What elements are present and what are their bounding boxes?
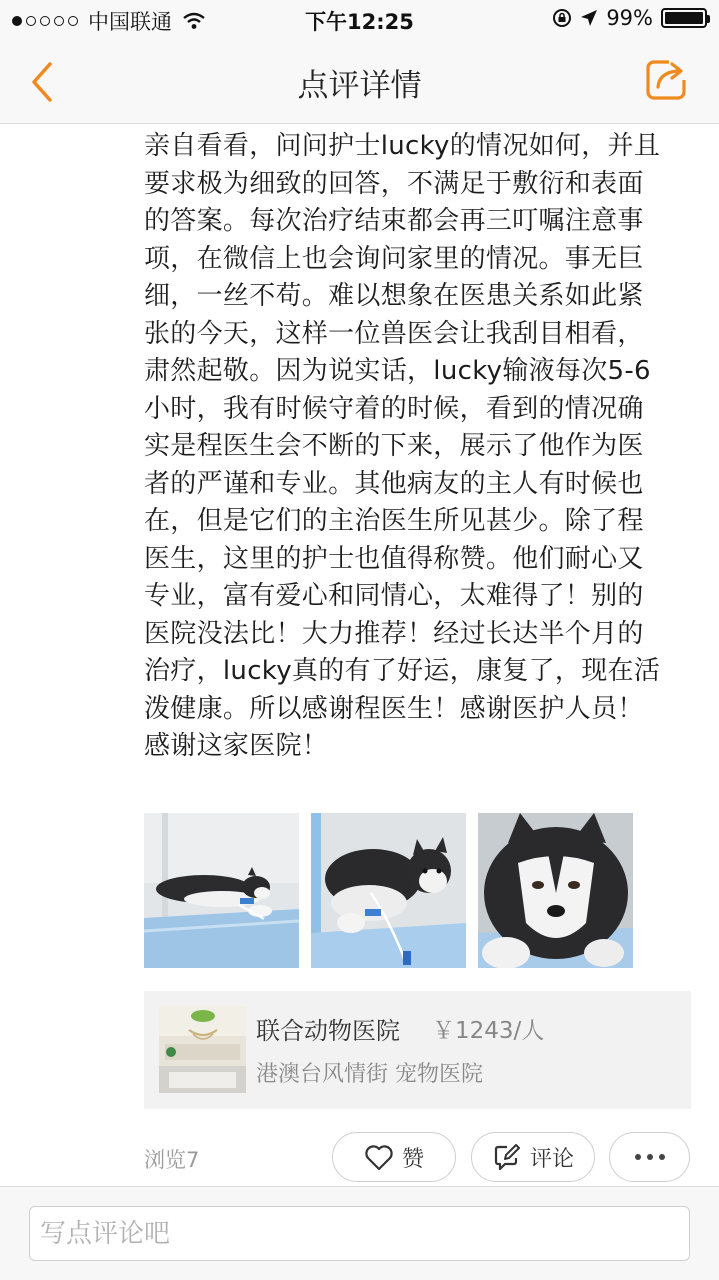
share-button[interactable] [645,56,691,102]
page-title: 点评详情 [297,68,422,104]
shop-name: 联合动物医院 [256,1017,400,1045]
more-button[interactable] [609,1132,690,1182]
review-line: 项，在微信上也会询问家里的情况。事无巨 [144,243,644,274]
comment-input[interactable] [29,1206,690,1261]
battery-icon [661,8,707,28]
carrier-name: 中国联通 [88,10,172,34]
review-line: 小时，我有时候守着的时候，看到的情况确 [144,393,644,424]
view-count: 浏览7 [144,1148,200,1172]
husky-face-closeup-photo[interactable] [478,813,633,968]
shop-thumbnail [159,1006,246,1093]
review-line: 医生，这里的护士也值得称赞。他们耐心又 [144,543,644,574]
edit-comment-icon [492,1142,522,1172]
photo-grid [144,813,633,968]
review-line: 泼健康。所以感谢程医生！感谢医护人员！ [144,693,644,724]
status-time: 下午12:25 [305,10,414,34]
review-text [144,128,684,766]
review-line: 张的今天，这样一位兽医会让我刮目相看， [144,318,644,349]
review-line: 医院没法比！大力推荐！经过长达半个月的 [144,618,644,649]
rotation-lock-icon [552,8,572,28]
location-arrow-icon [580,9,598,27]
heart-icon [364,1143,394,1171]
like-button[interactable] [332,1132,456,1182]
status-bar [0,0,719,40]
shop-card[interactable] [144,991,691,1109]
husky-puppy-lying-photo[interactable] [144,813,299,968]
comment-button[interactable] [471,1132,595,1182]
comment-bar [0,1186,719,1280]
more-dots-icon [635,1154,665,1160]
review-line: 细，一丝不苟。难以想象在医患关系如此紧 [144,281,644,311]
comment-label: 评论 [529,1146,574,1172]
shop-tags: 港澳台风情街 宠物医院 [256,1062,483,1087]
review-line: 治疗，lucky真的有了好运，康复了，现在活 [144,656,661,686]
review-line: 实是程医生会不断的下来，展示了他作为医 [144,431,644,461]
review-line: 者的严谨和专业。其他病友的主人有时候也 [144,468,644,499]
review-line: 感谢这家医院！ [144,731,329,761]
review-line: 专业，富有爱心和同情心，太难得了！别的 [144,581,644,611]
review-line: 肃然起敬。因为说实话，lucky输液每次5-6 [144,356,651,386]
status-right [552,6,707,30]
husky-puppy-iv-photo[interactable] [311,813,466,968]
review-line: 的答案。每次治疗结束都会再三叮嘱注意事 [144,206,644,236]
review-line: 要求极为细致的回答，不满足于敷衍和表面 [144,168,644,199]
share-icon [645,56,691,102]
review-line: 在，但是它们的主治医生所见甚少。除了程 [144,506,644,536]
shop-price: ￥1243/人 [432,1018,545,1044]
navigation-bar [0,40,719,124]
battery-percent: 99% [606,6,653,30]
like-label: 赞 [401,1146,424,1172]
review-line: 亲自看看，问问护士lucky的情况如何，并且 [144,131,661,161]
battery-level-fill [665,12,703,24]
